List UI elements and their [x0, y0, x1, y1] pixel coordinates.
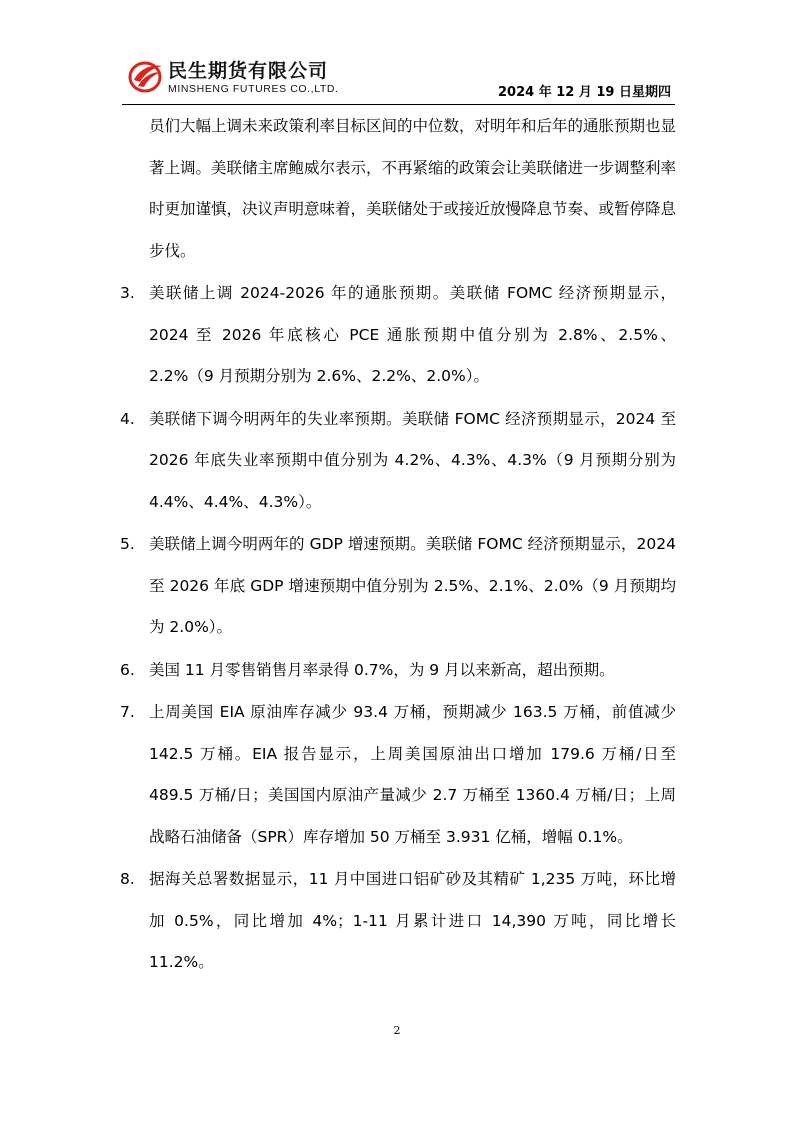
list-item-number: 4. — [120, 409, 135, 428]
logo-english-name: MINSHENG FUTURES CO.,LTD. — [168, 83, 339, 95]
list-item-text: 上周美国 EIA 原油库存减少 93.4 万桶，预期减少 163.5 万桶，前值减少 142.5 万桶。EIA 报告显示，上周美国原油出口增加 179.6 万桶/日至 489.5 万桶/日；美国国内原油产量减少 2.7 万桶至 1360.4 万桶/日；上周战略石油储备（SPR）库存增加 50 万桶至 3.931 亿桶，增幅 0.1%。 — [149, 703, 676, 846]
list-item-text: 美联储上调今明两年的 GDP 增速预期。美联储 FOMC 经济预期显示，2024 至 2026 年底 GDP 增速预期中值分别为 2.5%、2.1%、2.0%（9 月预期均为 2.0%）。 — [149, 535, 676, 636]
list-item-number: 3. — [120, 284, 135, 302]
list-item-number: 5. — [120, 535, 135, 553]
list-item-text: 美国 11 月零售销售月率录得 0.7%，为 9 月以来新高，超出预期。 — [149, 660, 615, 679]
list-item-number: 8. — [120, 870, 135, 888]
logo-chinese-name: 民生期货有限公司 — [168, 60, 329, 82]
list-item-number: 6. — [120, 660, 135, 679]
intro-paragraph: 员们大幅上调未来政策利率目标区间的中位数，对明年和后年的通胀预期也显著上调。美联储主席鲍威尔表示，不再紧缩的政策会让美联储进一步调整利率时更加谨慎，决议声明意味着，美联储处于或接近放慢降息节奏、或暂停降息步伐。 — [149, 117, 677, 260]
list-item-number: 7. — [120, 703, 135, 721]
report-body — [120, 106, 676, 984]
list-item — [120, 692, 676, 858]
list-item-text: 美联储上调 2024-2026 年的通胀预期。美联储 FOMC 经济预期显示，2024 至 2026 年底核心 PCE 通胀预期中值分别为 2.8%、2.5%、2.2%（9 月预期分别为 2.6%、2.2%、2.0%）。 — [149, 284, 676, 385]
list-item-text: 美联储下调今明两年的失业率预期。美联储 FOMC 经济预期显示，2024 至 2026 年底失业率预期中值分别为 4.2%、4.3%、4.3%（9 月预期分别为 4.4%、4.4%、4.3%）。 — [149, 409, 676, 511]
list-item — [120, 650, 676, 692]
report-date: 2024 年 12 月 19 日星期四 — [498, 85, 671, 100]
list-item — [120, 859, 676, 984]
page-header — [122, 52, 675, 105]
list-item — [120, 273, 676, 398]
list-item-text: 据海关总署数据显示，11 月中国进口铝矿砂及其精矿 1,235 万吨，环比增加 0.5%，同比增加 4%；1-11 月累计进口 14,390 万吨，同比增长 11.2%。 — [149, 870, 676, 971]
page-number: 2 — [393, 1024, 401, 1037]
list-item — [120, 399, 676, 524]
list-item — [120, 524, 676, 649]
company-logo — [128, 56, 368, 100]
minsheng-logo-icon — [128, 58, 164, 94]
